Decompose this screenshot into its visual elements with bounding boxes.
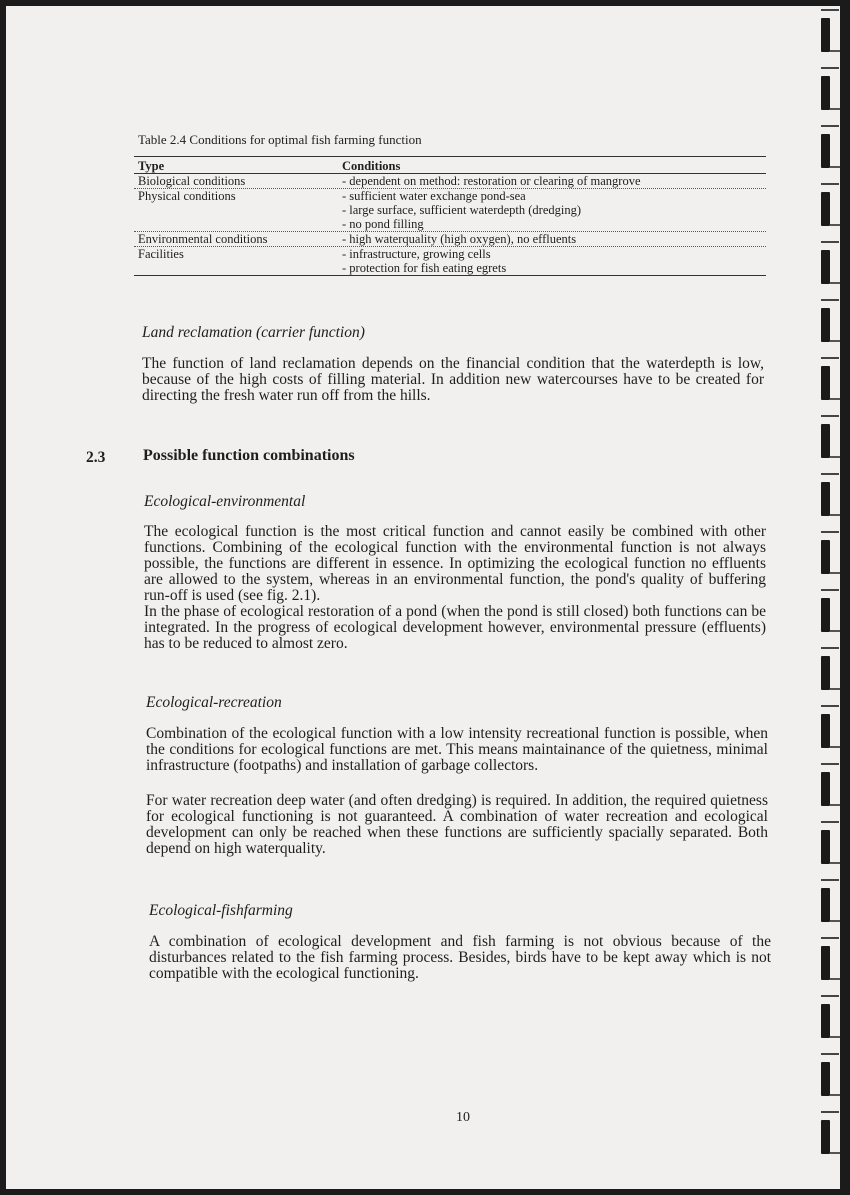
spiral-binding [816, 6, 840, 1189]
row-type: Environmental conditions [138, 232, 268, 246]
table-bottom-rule [134, 275, 766, 276]
binding-ring [821, 656, 830, 690]
binding-ring [821, 1062, 830, 1096]
binding-ring [821, 250, 830, 284]
condition-line: - dependent on method: restoration or clearing of mangrove [342, 174, 641, 188]
row-type: Facilities [138, 247, 184, 261]
binding-ring [821, 888, 830, 922]
row-type: Physical conditions [138, 189, 236, 203]
table-header-row [134, 157, 766, 173]
table-caption: Table 2.4 Conditions for optimal fish farming function [138, 132, 422, 147]
eco-env-paragraph-2: In the phase of ecological restoration of a pond (when the pond is still closed) both functions can be integrated. In the progress of ecological development however, environmental pressure (effluents) has to be reduced to almost zero. [144, 603, 766, 652]
eco-fish-heading: Ecological-fishfarming [149, 902, 293, 919]
land-reclamation-paragraph: The function of land reclamation depends on the financial condition that the waterdepth is low, because of the high costs of filling material. In addition new watercourses have to be created for directing the fresh water run off from the hills. [142, 355, 764, 404]
eco-env-paragraph-1: The ecological function is the most critical function and cannot easily be combined with other functions. Combining of the ecological function with the environmental function is not always possible, the functions are different in essence. In optimizing the ecological function no effluents are allowed to the system, whereas in an environmental function, the pond's quality of buffering run-off is used (see fig. 2.1). [144, 523, 766, 604]
condition-line: - high waterquality (high oxygen), no effluents [342, 232, 577, 246]
binding-ring [821, 134, 830, 168]
binding-ring [821, 192, 830, 226]
binding-ring [821, 308, 830, 342]
condition-line: - sufficient water exchange pond-sea [342, 189, 526, 203]
condition-line: - no pond filling [342, 217, 424, 231]
table-row [134, 247, 766, 275]
eco-rec-paragraph-2: For water recreation deep water (and often dredging) is required. In addition, the required quietness for ecological functioning is not guaranteed. A combination of water recreation and ecological development can only be reached when these functions are sufficiently spacially separated. Both depend on high waterquality. [146, 792, 768, 857]
header-conditions: Conditions [342, 159, 401, 173]
binding-ring [821, 830, 830, 864]
document-page [6, 6, 840, 1189]
binding-ring [821, 366, 830, 400]
binding-ring [821, 76, 830, 110]
binding-ring [821, 1004, 830, 1038]
binding-ring [821, 946, 830, 980]
table-row [134, 232, 766, 246]
condition-line: - infrastructure, growing cells [342, 247, 491, 261]
binding-ring [821, 1120, 830, 1154]
binding-ring [821, 424, 830, 458]
binding-ring [821, 772, 830, 806]
page-content [6, 6, 840, 1189]
row-conditions [342, 189, 766, 231]
row-conditions [342, 247, 766, 275]
binding-ring [821, 598, 830, 632]
eco-rec-heading: Ecological-recreation [146, 694, 282, 711]
row-conditions [342, 174, 766, 188]
binding-ring [821, 482, 830, 516]
eco-rec-paragraph-1: Combination of the ecological function with a low intensity recreational function is possible, when the conditions for ecological functions are met. This means maintainance of the quietness, minimal infrastructure (footpaths) and installation of garbage collectors. [146, 725, 768, 774]
row-conditions [342, 232, 766, 246]
page-number: 10 [456, 1110, 470, 1125]
eco-fish-paragraph: A combination of ecological development and fish farming is not obvious because of the disturbances related to the fish farming process. Besides, birds have to be kept away which is not compatible with the ecological functioning. [149, 933, 771, 982]
header-type: Type [138, 159, 165, 173]
table-row [134, 174, 766, 188]
land-reclamation-heading: Land reclamation (carrier function) [142, 324, 365, 341]
eco-env-heading: Ecological-environmental [144, 493, 306, 510]
conditions-table [134, 156, 766, 276]
condition-line: - protection for fish eating egrets [342, 261, 507, 275]
section-number: 2.3 [86, 449, 106, 466]
row-type: Biological conditions [138, 174, 246, 188]
binding-ring [821, 540, 830, 574]
table-row [134, 189, 766, 231]
section-title: Possible function combinations [143, 447, 355, 464]
binding-ring [821, 18, 830, 52]
binding-ring [821, 714, 830, 748]
condition-line: - large surface, sufficient waterdepth (dredging) [342, 203, 582, 217]
